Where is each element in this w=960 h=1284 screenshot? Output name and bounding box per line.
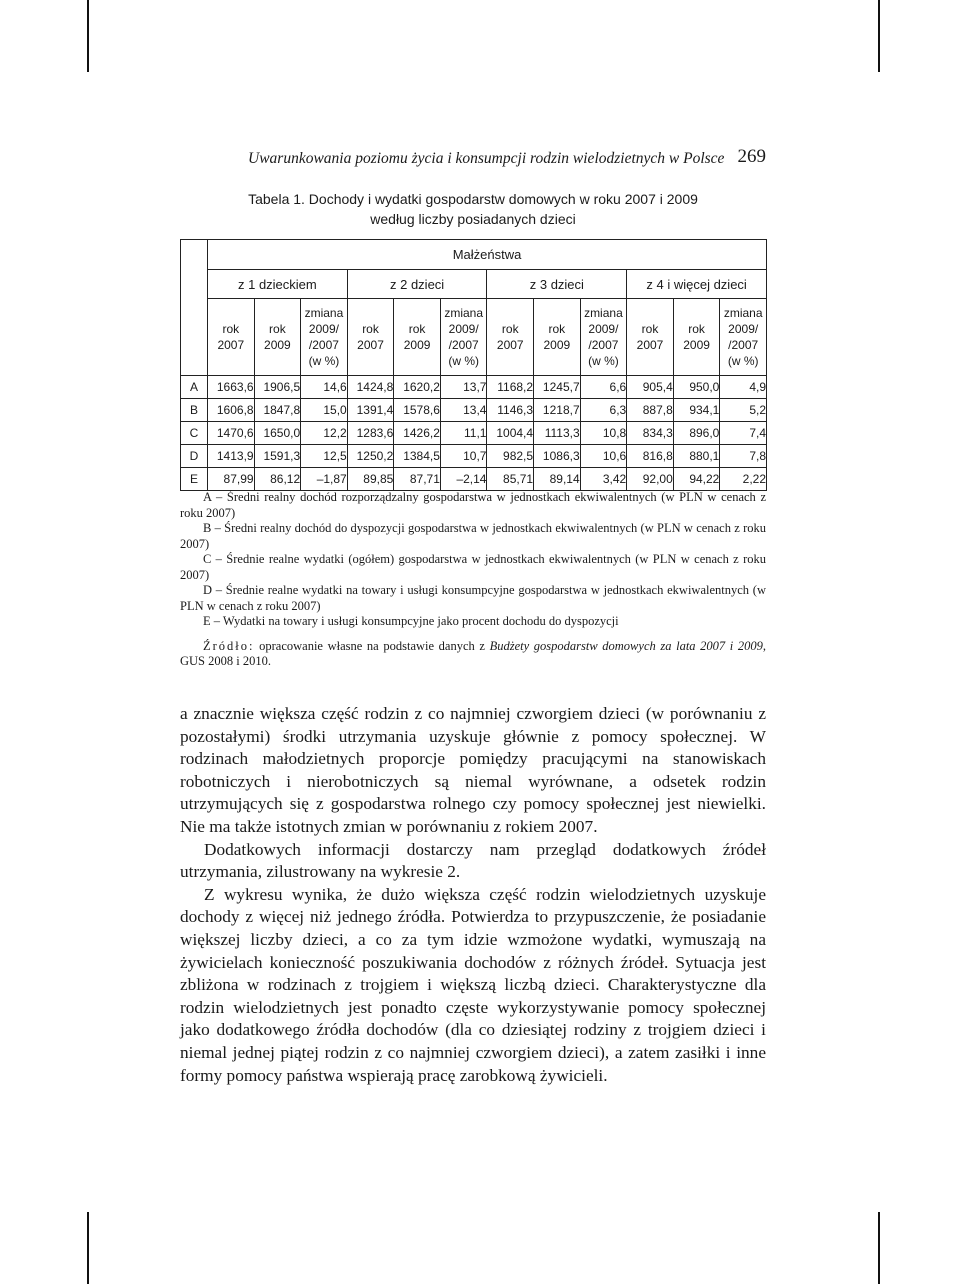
table-cell: 887,8 xyxy=(627,399,674,422)
year-column-header xyxy=(487,299,534,376)
table-cell: 950,0 xyxy=(673,376,720,399)
table-caption xyxy=(180,189,766,229)
table-cell: 89,85 xyxy=(347,468,394,491)
table-cell: 1470,6 xyxy=(208,422,255,445)
year-value: 2007 xyxy=(217,338,245,352)
table-cell: –1,87 xyxy=(301,468,348,491)
corner-cell xyxy=(181,240,208,376)
group-label: z 3 dzieci xyxy=(487,270,627,299)
table-cell: 85,71 xyxy=(487,468,534,491)
year-column-header xyxy=(534,299,581,376)
table-body xyxy=(181,376,767,491)
table-cell: 1578,6 xyxy=(394,399,441,422)
body-paragraph: a znacznie większa część rodzin z co najmniej czworgiem dzieci (w porównaniu z pozostałymi) środki utrzymania uzyskuje głównie z pomocy społecznej. W rodzinach małodzietnych proporcje pomiędzy pracującymi na stanowiskach robotniczych i nierobotniczych są niemal wyrównane, a odsetek rodzin utrzymujących się z gospodarstwa rolnego czy pomocy społecznej jest niewielki. Nie ma także istotnych zmian w porównaniu z rokiem 2007. xyxy=(180,704,766,836)
year-column-header xyxy=(394,299,441,376)
crop-mark-top-right xyxy=(878,0,880,72)
year-column-header xyxy=(254,299,301,376)
body-paragraph: Z wykresu wynika, że dużo większa część rodzin wielodzietnych uzyskuje dochody z więcej niż jednego źródła. Potwierdza to przypuszczenie, że posiadanie większej liczby dzieci, a co za tym idzie wzmożone wydatki, wymuszają na żywicielach konieczność poszukiwania dochodów z różnych źródeł. Sytuacja jest zbliżona w rodzinach z trojgiem i większą liczbą dzieci. Charakterystyczne dla rodzin wielodzietnych jest ponadto częste wykorzystywanie pomocy społecznej jako dodatkowego źródła dochodów (dla co dziesiątej rodziny z trojgiem dzieci i niemal jednej piątej rodzin z co najmniej czworgiem dzieci), a zatem zasiłki i inne formy pomocy państwa wspierają pracę zarobkową żywicieli. xyxy=(180,884,766,1085)
table-cell: 934,1 xyxy=(673,399,720,422)
legend-item-e: E – Wydatki na towary i usługi konsumpcyjne jako procent dochodu do dyspozycji xyxy=(203,614,619,628)
change-label-line: /2007 xyxy=(728,338,759,352)
table-cell: 10,6 xyxy=(580,445,627,468)
source-text: opracowanie własne na podstawie danych z xyxy=(259,638,485,653)
crop-mark-bottom-left xyxy=(87,1212,89,1284)
legend-item-c: C – Średnie realne wydatki (ogółem) gospodarstwa w jednostkach ekwiwalentnych (w PLN w cenach z roku 2007) xyxy=(180,552,766,582)
table-row xyxy=(181,376,767,399)
crop-mark-bottom-right xyxy=(878,1212,880,1284)
change-label-line: zmiana xyxy=(584,306,623,320)
legend-item-d: D – Średnie realne wydatki na towary i usługi konsumpcyjne gospodarstwa w jednostkach ekwiwalentnych (w PLN w cenach z roku 2007) xyxy=(180,583,766,613)
year-value: 2009 xyxy=(403,338,431,352)
table-cell: 89,14 xyxy=(534,468,581,491)
table-cell: 905,4 xyxy=(627,376,674,399)
change-label-line: /2007 xyxy=(308,338,339,352)
change-label-line: (w %) xyxy=(727,354,759,368)
source-tail: , GUS 2008 i 2010. xyxy=(180,638,767,668)
table-cell: 1113,3 xyxy=(534,422,581,445)
change-label-line: 2009/ xyxy=(728,322,759,336)
table-cell: 5,2 xyxy=(720,399,767,422)
year-label: rok xyxy=(688,322,705,336)
change-label-line: zmiana xyxy=(304,306,344,320)
row-label: D xyxy=(181,445,208,468)
table-cell: 12,5 xyxy=(301,445,348,468)
legend-item-a: A – Średni realny dochód rozporządzalny gospodarstwa w jednostkach ekwiwalentnych (w PLN w cenach z roku 2007) xyxy=(180,490,766,520)
change-column-header xyxy=(440,299,487,376)
body-paragraph: Dodatkowych informacji dostarczy nam przegląd dodatkowych źródeł utrzymania, zilustrowany na wykresie 2. xyxy=(180,839,766,882)
change-label-line: zmiana xyxy=(444,306,484,320)
table-header-row-1 xyxy=(181,240,767,270)
change-label-line: (w %) xyxy=(448,354,480,368)
table-cell: 982,5 xyxy=(487,445,534,468)
table-cell: 11,1 xyxy=(440,422,487,445)
year-column-header xyxy=(627,299,674,376)
table-cell: 834,3 xyxy=(627,422,674,445)
year-value: 2007 xyxy=(496,338,524,352)
row-label: A xyxy=(181,376,208,399)
year-value: 2007 xyxy=(636,338,664,352)
table-cell: 87,71 xyxy=(394,468,441,491)
year-label: rok xyxy=(548,322,566,336)
group-label: z 2 dzieci xyxy=(347,270,487,299)
table-cell: 4,9 xyxy=(720,376,767,399)
year-column-header xyxy=(673,299,720,376)
legend-item-b: B – Średni realny dochód do dyspozycji gospodarstwa w jednostkach ekwiwalentnych (w PLN w cenach z roku 2007) xyxy=(180,521,766,551)
table-header-row-2 xyxy=(181,270,767,299)
table-cell: 1847,8 xyxy=(254,399,301,422)
table-row xyxy=(181,399,767,422)
group-header: Małżeństwa xyxy=(208,240,767,270)
change-label-line: (w %) xyxy=(308,354,340,368)
table-legend xyxy=(180,490,766,670)
change-column-header xyxy=(580,299,627,376)
table-cell: 1413,9 xyxy=(208,445,255,468)
table-cell: 1168,2 xyxy=(487,376,534,399)
table-cell: 7,8 xyxy=(720,445,767,468)
change-label-line: 2009/ xyxy=(448,322,479,336)
year-label: rok xyxy=(501,322,519,336)
source-note xyxy=(180,639,766,670)
table-cell: 3,42 xyxy=(580,468,627,491)
table-cell: 1391,4 xyxy=(347,399,394,422)
page-number: 269 xyxy=(737,146,766,167)
table-cell: 1620,2 xyxy=(394,376,441,399)
change-label-line: (w %) xyxy=(588,354,619,368)
year-label: rok xyxy=(362,322,379,336)
table-cell: 1146,3 xyxy=(487,399,534,422)
table-header-row-3 xyxy=(181,299,767,376)
table-cell: 6,6 xyxy=(580,376,627,399)
table-cell: 1384,5 xyxy=(394,445,441,468)
table-cell: 7,4 xyxy=(720,422,767,445)
table-row xyxy=(181,445,767,468)
group-label: z 4 i więcej dzieci xyxy=(627,270,767,299)
year-label: rok xyxy=(269,322,286,336)
table-cell: 1283,6 xyxy=(347,422,394,445)
table-cell: 1245,7 xyxy=(534,376,581,399)
table-cell: 1606,8 xyxy=(208,399,255,422)
year-column-header xyxy=(208,299,255,376)
group-label: z 1 dzieckiem xyxy=(208,270,348,299)
change-column-header xyxy=(720,299,767,376)
caption-line-2: według liczby posiadanych dzieci xyxy=(370,211,576,227)
change-label-line: zmiana xyxy=(723,306,763,320)
table-row xyxy=(181,468,767,491)
year-label: rok xyxy=(408,322,426,336)
year-value: 2009 xyxy=(683,338,710,352)
table-cell: 1086,3 xyxy=(534,445,581,468)
change-label-line: 2009/ xyxy=(588,322,619,336)
table-cell: 6,3 xyxy=(580,399,627,422)
table-cell: 1218,7 xyxy=(534,399,581,422)
table-cell: 12,2 xyxy=(301,422,348,445)
table-cell: 1650,0 xyxy=(254,422,301,445)
table-cell: 816,8 xyxy=(627,445,674,468)
table-cell: 10,7 xyxy=(440,445,487,468)
table-cell: 15,0 xyxy=(301,399,348,422)
year-label: rok xyxy=(641,322,659,336)
table-cell: 896,0 xyxy=(673,422,720,445)
table-cell: 1906,5 xyxy=(254,376,301,399)
table-row xyxy=(181,422,767,445)
year-value: 2009 xyxy=(543,338,571,352)
running-header xyxy=(180,146,766,174)
year-label: rok xyxy=(222,322,240,336)
body-text xyxy=(180,703,766,1087)
change-label-line: /2007 xyxy=(588,338,619,352)
table-cell: 880,1 xyxy=(673,445,720,468)
table-cell: 2,22 xyxy=(720,468,767,491)
table-cell: 13,7 xyxy=(440,376,487,399)
change-label-line: /2007 xyxy=(448,338,479,352)
table-cell: 86,12 xyxy=(254,468,301,491)
source-label: Źródło: xyxy=(203,638,255,653)
income-expenses-table xyxy=(180,239,767,491)
table-cell: 92,00 xyxy=(627,468,674,491)
change-column-header xyxy=(301,299,348,376)
table-cell: 1426,2 xyxy=(394,422,441,445)
table-cell: 13,4 xyxy=(440,399,487,422)
table-cell: 10,8 xyxy=(580,422,627,445)
table-cell: –2,14 xyxy=(440,468,487,491)
table-cell: 14,6 xyxy=(301,376,348,399)
row-label: B xyxy=(181,399,208,422)
year-value: 2009 xyxy=(264,338,291,352)
table-cell: 1663,6 xyxy=(208,376,255,399)
table-cell: 94,22 xyxy=(673,468,720,491)
row-label: E xyxy=(181,468,208,491)
running-title: Uwarunkowania poziomu życia i konsumpcji rodzin wielodzietnych w Polsce xyxy=(248,150,725,167)
table-cell: 87,99 xyxy=(208,468,255,491)
caption-line-1: Tabela 1. Dochody i wydatki gospodarstw domowych w roku 2007 i 2009 xyxy=(248,191,698,207)
source-title: Budżety gospodarstw domowych za lata 2007 i 2009 xyxy=(489,638,763,653)
table-cell: 1591,3 xyxy=(254,445,301,468)
table-cell: 1250,2 xyxy=(347,445,394,468)
year-column-header xyxy=(347,299,394,376)
crop-mark-top-left xyxy=(87,0,89,72)
change-label-line: 2009/ xyxy=(308,322,339,336)
table-cell: 1004,4 xyxy=(487,422,534,445)
table-cell: 1424,8 xyxy=(347,376,394,399)
row-label: C xyxy=(181,422,208,445)
year-value: 2007 xyxy=(357,338,384,352)
